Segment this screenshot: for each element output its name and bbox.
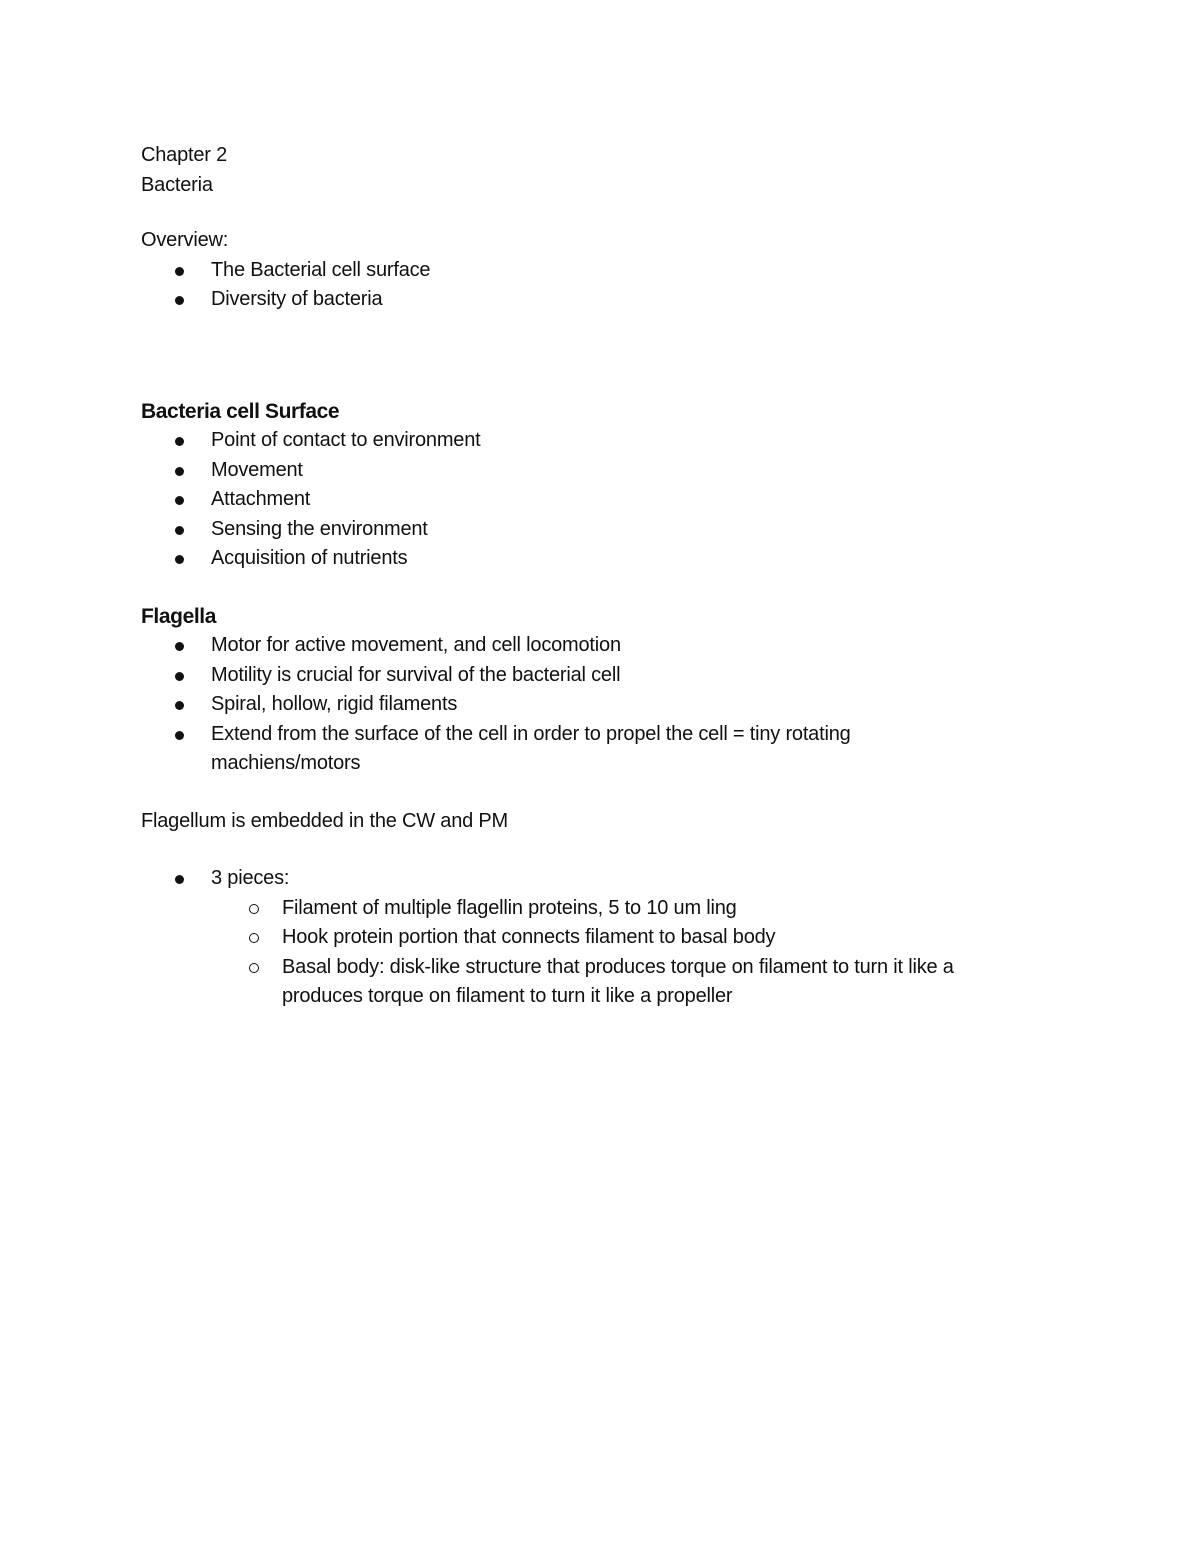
flagellum-pieces-list: [141, 864, 1061, 894]
flagellum-subpieces-list: [141, 894, 1061, 1012]
bullet-icon: [175, 496, 184, 505]
sub-list-item: [141, 894, 1061, 924]
list-item-text: Acquisition of nutrients: [211, 547, 408, 569]
spacer: [141, 779, 1061, 807]
chapter-title: Chapter 2: [141, 144, 228, 166]
bullet-icon: [175, 642, 184, 651]
sub-list-item: [141, 953, 1032, 1012]
list-item: [141, 426, 1061, 456]
list-item: [141, 690, 1061, 720]
chapter-subject: Bacteria: [141, 173, 213, 196]
list-item-text: Point of contact to environment: [211, 429, 481, 451]
section-heading-cell-surface: Bacteria cell Surface: [141, 399, 340, 423]
spacer: [141, 315, 1061, 397]
bullet-icon: [175, 267, 184, 276]
list-item-text: The Bacterial cell surface: [211, 258, 431, 281]
cell-surface-list: [141, 426, 1061, 574]
list-item: [141, 485, 1061, 515]
bullet-icon: [175, 526, 184, 535]
bullet-icon: [175, 672, 184, 681]
spacer: [141, 200, 1061, 226]
flagella-list: [141, 631, 1061, 779]
hollow-bullet-icon: [249, 933, 259, 943]
section-heading-flagella: Flagella: [141, 604, 216, 628]
bullet-icon: [175, 701, 184, 710]
hollow-bullet-icon: [249, 963, 259, 973]
list-item-text: 3 pieces:: [211, 867, 290, 889]
list-item-text: Motility is crucial for survival of the bacterial cell: [211, 663, 621, 686]
bullet-icon: [175, 437, 184, 446]
spacer: [141, 836, 1061, 864]
list-item: [141, 256, 1061, 286]
list-item: [141, 544, 1061, 574]
overview-list: [141, 256, 1061, 315]
bullet-icon: [175, 555, 184, 564]
bullet-icon: [175, 296, 184, 305]
list-item-text: Sensing the environment: [211, 517, 428, 540]
hollow-bullet-icon: [249, 904, 259, 914]
sub-list-item-text: Basal body: disk-like structure that produces torque on filament to turn it like a produces torque on filament to turn it like a propeller: [282, 955, 954, 1007]
list-item: [141, 456, 1061, 486]
list-item-text: Extend from the surface of the cell in order to propel the cell = tiny rotating machiens/motors: [211, 722, 851, 774]
bullet-icon: [175, 731, 184, 740]
list-item: [141, 515, 1061, 545]
spacer: [141, 574, 1061, 602]
sub-list-item: [141, 923, 1061, 953]
overview-label: Overview:: [141, 229, 229, 251]
list-item-text: Attachment: [211, 488, 311, 510]
bullet-icon: [175, 467, 184, 476]
list-item: [141, 631, 1061, 661]
list-item-text: Spiral, hollow, rigid filaments: [211, 693, 458, 715]
list-item: [141, 864, 1061, 894]
sub-list-item-text: Filament of multiple flagellin proteins, 5 to 10 um ling: [282, 896, 737, 919]
flagellum-statement: Flagellum is embedded in the CW and PM: [141, 809, 509, 832]
document-body: [141, 141, 1061, 1012]
list-item-text: Movement: [211, 458, 303, 481]
list-item-text: Diversity of bacteria: [211, 288, 383, 310]
list-item-text: Motor for active movement, and cell locomotion: [211, 634, 621, 656]
list-item: [141, 661, 1061, 691]
sub-list-item-text: Hook protein portion that connects filament to basal body: [282, 926, 776, 948]
bullet-icon: [175, 875, 184, 884]
list-item: [141, 285, 1061, 315]
list-item: [141, 720, 931, 779]
